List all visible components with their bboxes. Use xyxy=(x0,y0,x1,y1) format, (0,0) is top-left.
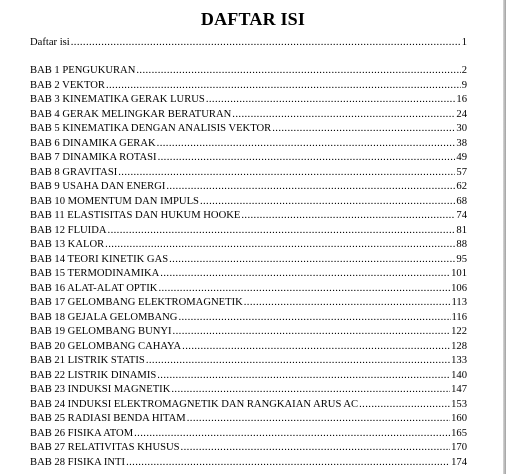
toc-entry-label: Daftar isi xyxy=(30,37,70,48)
toc-entry-bab-4[interactable] xyxy=(30,108,467,121)
toc-entry-label: BAB 7 DINAMIKA ROTASI xyxy=(30,152,157,163)
toc-dot-leader xyxy=(158,151,456,164)
toc-dot-leader xyxy=(244,296,451,309)
toc-dot-leader xyxy=(359,398,450,411)
toc-dot-leader xyxy=(134,427,450,440)
toc-dot-leader xyxy=(182,340,450,353)
toc-entry-label: BAB 5 KINEMATIKA DENGAN ANALISIS VEKTOR xyxy=(30,123,272,134)
toc-dot-leader xyxy=(171,383,450,396)
toc-dot-leader xyxy=(157,137,456,150)
toc-entry-page: 30 xyxy=(456,123,467,134)
toc-entry-page: 49 xyxy=(456,152,467,163)
toc-dot-leader xyxy=(108,224,456,237)
toc-entry-page: 9 xyxy=(461,79,467,91)
toc-entry-page: 170 xyxy=(451,442,467,453)
toc-entry-page: 165 xyxy=(451,427,467,439)
toc-entry-page: 122 xyxy=(451,326,467,337)
toc-dot-leader xyxy=(166,180,455,193)
toc-entry-bab-20[interactable] xyxy=(30,340,467,353)
toc-entry-bab-19[interactable] xyxy=(30,325,467,338)
toc-dot-leader xyxy=(105,238,455,251)
toc-entry-label: BAB 13 KALOR xyxy=(30,239,105,250)
toc-entry-bab-11[interactable] xyxy=(30,209,467,222)
toc-entry-label: BAB 6 DINAMIKA GERAK xyxy=(30,137,156,149)
toc-entry-label: BAB 26 FISIKA ATOM xyxy=(30,427,134,439)
toc-entry-label: BAB 8 GRAVITASI xyxy=(30,166,118,178)
document-title: DAFTAR ISI xyxy=(200,9,306,29)
toc-entry-bab-5[interactable] xyxy=(30,122,467,135)
toc-entry-label: BAB 23 INDUKSI MAGNETIK xyxy=(30,384,171,395)
toc-entry-page: 57 xyxy=(456,166,467,178)
toc-dot-leader xyxy=(71,36,461,49)
toc-entry-page: 2 xyxy=(461,65,467,76)
toc-dot-leader xyxy=(118,166,455,179)
toc-entry-page: 116 xyxy=(451,311,467,323)
toc-entry-page: 74 xyxy=(456,210,467,221)
toc-entry-bab-9[interactable] xyxy=(30,180,467,193)
toc-entry-bab-2[interactable] xyxy=(30,79,467,92)
toc-entry-page: 106 xyxy=(451,282,467,294)
toc-entry-bab-7[interactable] xyxy=(30,151,467,164)
toc-entry-bab-13[interactable] xyxy=(30,238,467,251)
toc-entry-label: BAB 28 FISIKA INTI xyxy=(30,456,126,468)
toc-entry-page: 68 xyxy=(456,195,467,207)
toc-entry-label: BAB 9 USAHA DAN ENERGI xyxy=(30,181,166,192)
toc-entry-label: BAB 10 MOMENTUM DAN IMPULS xyxy=(30,195,199,207)
toc-entry-page: 147 xyxy=(451,384,467,395)
toc-entry-bab-21[interactable] xyxy=(30,354,467,367)
toc-dot-leader xyxy=(241,209,455,222)
toc-entry-label: BAB 1 PENGUKURAN xyxy=(30,65,136,76)
toc-dot-leader xyxy=(200,195,455,208)
toc-dot-leader xyxy=(173,325,451,338)
toc-dot-leader xyxy=(206,93,456,106)
toc-entry-bab-24[interactable] xyxy=(30,398,467,411)
toc-dot-leader xyxy=(146,354,450,367)
toc-entry-page: 88 xyxy=(456,239,467,250)
toc-entry-bab-17[interactable] xyxy=(30,296,467,309)
toc-entry-daftar-isi[interactable] xyxy=(30,36,467,49)
toc-dot-leader xyxy=(157,369,450,382)
toc-entry-label: BAB 27 RELATIVITAS KHUSUS xyxy=(30,442,180,453)
toc-entry-bab-28[interactable] xyxy=(30,456,467,469)
toc-entry-bab-22[interactable] xyxy=(30,369,467,382)
toc-dot-leader xyxy=(181,441,451,454)
toc-dot-leader xyxy=(106,79,461,92)
toc-entry-page: 81 xyxy=(456,224,467,236)
toc-entry-page: 128 xyxy=(451,340,467,352)
toc-entry-label: BAB 19 GELOMBANG BUNYI xyxy=(30,326,172,337)
toc-entry-page: 95 xyxy=(456,253,467,265)
toc-entry-label: BAB 3 KINEMATIKA GERAK LURUS xyxy=(30,94,205,105)
toc-entry-page: 1 xyxy=(461,37,467,48)
toc-entry-label: BAB 25 RADIASI BENDA HITAM xyxy=(30,413,186,424)
toc-entry-label: BAB 21 LISTRIK STATIS xyxy=(30,355,145,366)
toc-entry-bab-15[interactable] xyxy=(30,267,467,280)
toc-entry-page: 101 xyxy=(451,268,467,279)
toc-entry-page: 16 xyxy=(456,94,467,105)
toc-entry-bab-25[interactable] xyxy=(30,412,467,425)
toc-entry-bab-18[interactable] xyxy=(30,311,467,324)
toc-dot-leader xyxy=(187,412,450,425)
toc-dot-leader xyxy=(178,311,450,324)
toc-entry-label: BAB 18 GEJALA GELOMBANG xyxy=(30,311,178,323)
toc-entry-label: BAB 11 ELASTISITAS DAN HUKUM HOOKE xyxy=(30,210,241,221)
toc-entry-label: BAB 15 TERMODINAMIKA xyxy=(30,268,160,279)
toc-entry-bab-23[interactable] xyxy=(30,383,467,396)
toc-entry-page: 140 xyxy=(451,369,467,381)
toc-entry-page: 174 xyxy=(451,456,467,468)
toc-entry-bab-10[interactable] xyxy=(30,195,467,208)
toc-entry-bab-14[interactable] xyxy=(30,253,467,266)
toc-entry-page: 113 xyxy=(451,297,467,308)
toc-entry-bab-1[interactable] xyxy=(30,64,467,77)
toc-entry-bab-8[interactable] xyxy=(30,166,467,179)
toc-entry-page: 24 xyxy=(456,108,467,120)
toc-dot-leader xyxy=(160,267,450,280)
toc-entry-label: BAB 2 VEKTOR xyxy=(30,79,105,91)
toc-entry-bab-3[interactable] xyxy=(30,93,467,106)
toc-entry-label: BAB 14 TEORI KINETIK GAS xyxy=(30,253,169,265)
toc-dot-leader xyxy=(169,253,455,266)
toc-dot-leader xyxy=(232,108,455,121)
toc-entry-label: BAB 24 INDUKSI ELEKTROMAGNETIK DAN RANGKAIAN ARUS AC xyxy=(30,398,359,410)
toc-entry-bab-12[interactable] xyxy=(30,224,467,237)
toc-entry-page: 133 xyxy=(451,355,467,366)
toc-entry-bab-6[interactable] xyxy=(30,137,467,150)
toc-entry-bab-26[interactable] xyxy=(30,427,467,440)
toc-entry-page: 160 xyxy=(451,413,467,424)
toc-entry-label: BAB 17 GELOMBANG ELEKTROMAGNETIK xyxy=(30,297,243,308)
toc-entry-label: BAB 4 GERAK MELINGKAR BERATURAN xyxy=(30,108,232,120)
toc-entry-bab-16[interactable] xyxy=(30,282,467,295)
toc-entry-page: 62 xyxy=(456,181,467,192)
toc-entry-label: BAB 16 ALAT-ALAT OPTIK xyxy=(30,282,158,294)
toc-entry-label: BAB 12 FLUIDA xyxy=(30,224,107,236)
toc-entry-page: 153 xyxy=(451,398,467,410)
toc-entry-label: BAB 22 LISTRIK DINAMIS xyxy=(30,369,157,381)
toc-dot-leader xyxy=(272,122,455,135)
toc-dot-leader xyxy=(136,64,460,77)
toc-entry-label: BAB 20 GELOMBANG CAHAYA xyxy=(30,340,182,352)
toc-entry-page: 38 xyxy=(456,137,467,149)
toc-dot-leader xyxy=(158,282,450,295)
toc-dot-leader xyxy=(126,456,450,469)
toc-entry-bab-27[interactable] xyxy=(30,441,467,454)
